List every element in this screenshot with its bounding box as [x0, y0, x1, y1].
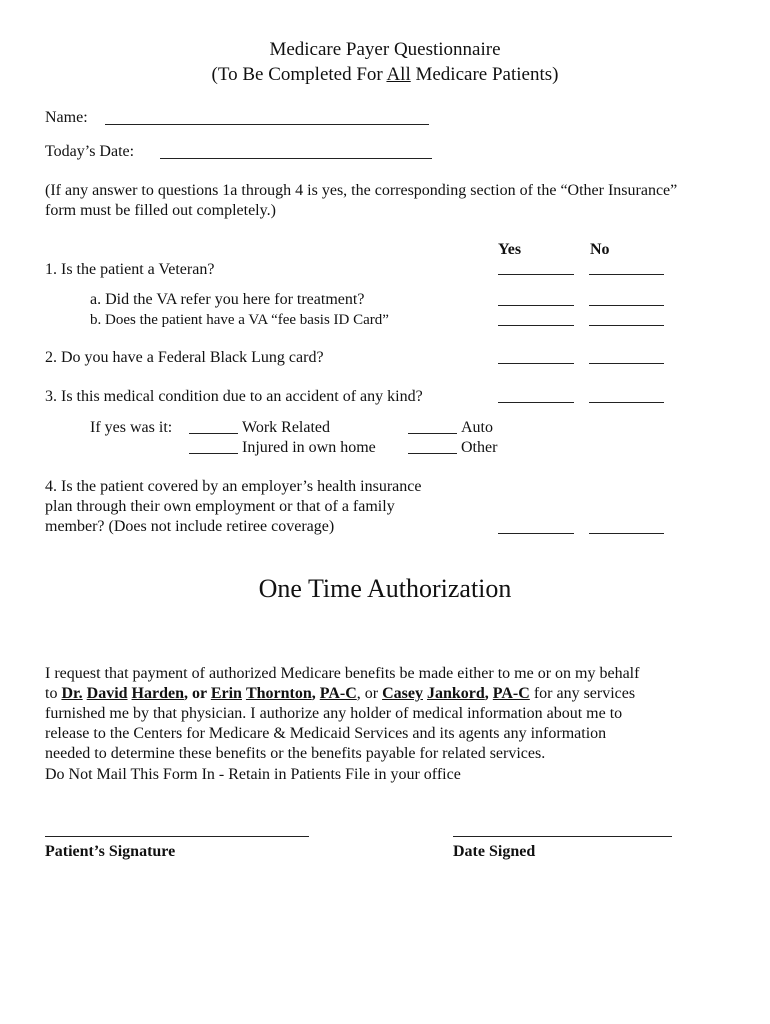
provider-david: David	[86, 685, 128, 702]
no-column-header: No	[590, 241, 610, 258]
injured-home-blank[interactable]	[189, 453, 238, 454]
auto-blank[interactable]	[408, 433, 457, 434]
injured-home-label: Injured in own home	[242, 439, 376, 456]
auth-or-1: , or	[184, 685, 211, 702]
subtitle-text: (To Be Completed For	[211, 64, 387, 85]
instructions-note: (If any answer to questions 1a through 4 is yes, the corresponding section of the “Other Insurance” form must be filled out completely.)	[45, 182, 678, 219]
dr-title: Dr.	[61, 685, 83, 702]
auto-label: Auto	[461, 419, 493, 436]
auth-comma-2: ,	[484, 685, 489, 702]
provider-erin: Erin	[210, 685, 242, 702]
todays-date-label: Today’s Date:	[45, 143, 135, 160]
q1a-yes-blank[interactable]	[498, 305, 574, 306]
question-1a: a. Did the VA refer you here for treatment?	[90, 291, 365, 308]
q4-no-blank[interactable]	[589, 533, 664, 534]
question-4-line3: member? (Does not include retiree coverage)	[45, 518, 335, 535]
auth-line-1: I request that payment of authorized Medicare benefits be made either to me or on my behalf	[45, 665, 640, 682]
q3-no-blank[interactable]	[589, 402, 664, 403]
q1b-yes-blank[interactable]	[498, 325, 574, 326]
date-signed-label: Date Signed	[453, 843, 536, 860]
q1-no-blank[interactable]	[589, 274, 664, 275]
work-related-label: Work Related	[242, 419, 331, 436]
subtitle-emphasis: All	[386, 64, 411, 85]
todays-date-field[interactable]	[160, 158, 432, 159]
authorization-heading: One Time Authorization	[258, 574, 512, 603]
subtitle-text-end: Medicare Patients)	[410, 64, 559, 85]
work-related-blank[interactable]	[189, 433, 238, 434]
auth-comma-1: ,	[311, 685, 316, 702]
other-label: Other	[461, 439, 498, 456]
auth-to: to	[45, 685, 62, 702]
provider-harden: Harden	[131, 685, 184, 702]
provider-jankord: Jankord	[426, 685, 485, 702]
question-1: 1. Is the patient a Veteran?	[45, 261, 215, 278]
credential-pac-2: PA-C	[492, 685, 530, 702]
patient-signature-field[interactable]	[45, 836, 309, 837]
retain-notice: Do Not Mail This Form In - Retain in Patients File in your office	[45, 766, 461, 783]
q1-yes-blank[interactable]	[498, 274, 574, 275]
question-4-line1: 4. Is the patient covered by an employer’s health insurance	[45, 478, 422, 495]
question-2: 2. Do you have a Federal Black Lung card?	[45, 349, 324, 366]
q3-yes-blank[interactable]	[498, 402, 574, 403]
other-blank[interactable]	[408, 453, 457, 454]
auth-line-3: furnished me by that physician. I authorize any holder of medical information about me to	[45, 705, 623, 722]
yes-column-header: Yes	[498, 241, 522, 258]
form-title: Medicare Payer Questionnaire	[269, 39, 501, 60]
patient-signature-label: Patient’s Signature	[45, 843, 176, 860]
auth-or-2: , or	[356, 685, 383, 702]
credential-pac-1: PA-C	[319, 685, 357, 702]
q3-if-yes-label: If yes was it:	[90, 419, 173, 436]
question-1b: b. Does the patient have a VA “fee basis ID Card”	[90, 312, 389, 328]
auth-line-5: needed to determine these benefits or the benefits payable for related services.	[45, 745, 546, 762]
auth-tail: for any services	[529, 685, 636, 702]
name-label: Name:	[45, 109, 88, 126]
question-3: 3. Is this medical condition due to an accident of any kind?	[45, 388, 423, 405]
auth-line-4: release to the Centers for Medicare & Medicaid Services and its agents any information	[45, 725, 607, 742]
q1b-no-blank[interactable]	[589, 325, 664, 326]
q2-no-blank[interactable]	[589, 363, 664, 364]
name-field[interactable]	[105, 124, 429, 125]
date-signed-field[interactable]	[453, 836, 672, 837]
form-subtitle	[0, 63, 770, 87]
provider-casey: Casey	[382, 685, 423, 702]
provider-thornton: Thornton	[245, 685, 312, 702]
auth-line-2	[45, 684, 635, 704]
q2-yes-blank[interactable]	[498, 363, 574, 364]
q4-yes-blank[interactable]	[498, 533, 574, 534]
q1a-no-blank[interactable]	[589, 305, 664, 306]
question-4-line2: plan through their own employment or that of a family	[45, 498, 395, 515]
